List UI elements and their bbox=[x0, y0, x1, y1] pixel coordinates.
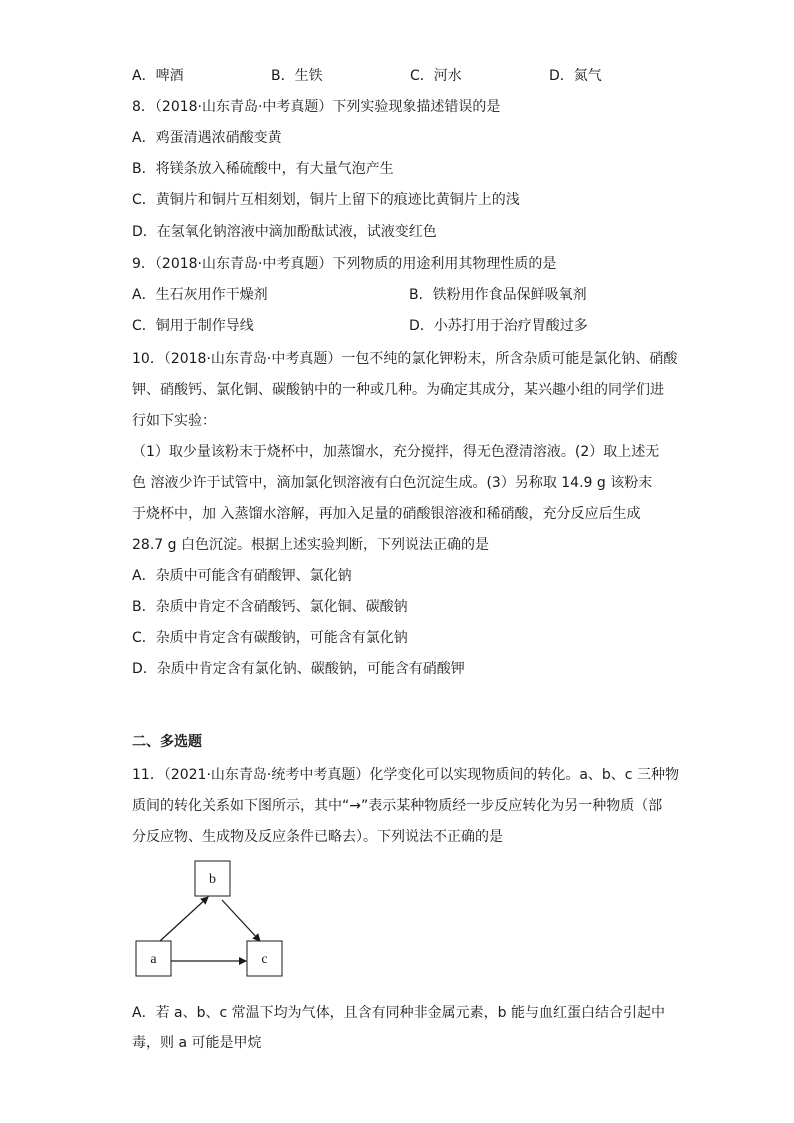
q10-stem-line-2: 钾、硝酸钙、氯化铜、碳酸钠中的一种或几种。为确定其成分，某兴趣小组的同学们进 bbox=[132, 382, 664, 398]
q10-stem-line-5: 色 溶液少许于试管中，滴加氯化钡溶液有白色沉淀生成。(3）另称取 14.9 g 该粉末 bbox=[132, 475, 653, 491]
q10-stem-line-1: 10．（2018·山东青岛·中考真题）一包不纯的氯化钾粉末，所含杂质可能是氯化钠、硝酸 bbox=[132, 351, 678, 367]
q9-option-a: A．生石灰用作干燥剂 bbox=[132, 287, 268, 303]
q10-stem-line-6: 于烧杯中，加 入蒸馏水溶解，再加入足量的硝酸银溶液和稀硝酸，充分反应后生成 bbox=[132, 506, 641, 522]
q10-option-d: D．杂质中肯定含有氯化钠、碳酸钠，可能含有硝酸钾 bbox=[132, 661, 465, 677]
q7-option-c: C．河水 bbox=[410, 68, 462, 84]
q11-stem-line-1: 11．（2021·山东青岛·统考中考真题）化学变化可以实现物质间的转化。a、b、c 三种物 bbox=[132, 767, 679, 783]
q9-stem: 9．（2018·山东青岛·中考真题）下列物质的用途利用其物理性质的是 bbox=[132, 256, 557, 272]
q7-option-b: B．生铁 bbox=[271, 68, 323, 84]
node-label-c: c bbox=[261, 952, 268, 967]
q10-stem-line-4: （1）取少量该粉末于烧杯中，加蒸馏水，充分搅拌，得无色澄清溶液。(2）取上述无 bbox=[132, 444, 660, 460]
arrow-b-to-c bbox=[222, 900, 260, 941]
q10-stem-line-3: 行如下实验： bbox=[132, 413, 216, 429]
q10-option-c: C．杂质中肯定含有碳酸钠，可能含有氯化钠 bbox=[132, 630, 408, 646]
q8-option-b: B．将镁条放入稀硫酸中，有大量气泡产生 bbox=[132, 161, 394, 177]
q8-option-a: A．鸡蛋清遇浓硝酸变黄 bbox=[132, 130, 282, 146]
q11-option-a-line-1: A．若 a、b、c 常温下均为气体，且含有同种非金属元素，b 能与血红蛋白结合引起中 bbox=[132, 1005, 665, 1021]
q8-stem: 8．（2018·山东青岛·中考真题）下列实验现象描述错误的是 bbox=[132, 99, 501, 115]
q11-stem-line-3: 分反应物、生成物及反应条件已略去）。下列说法不正确的是 bbox=[132, 829, 503, 845]
q9-option-d: D．小苏打用于治疗胃酸过多 bbox=[409, 318, 588, 334]
section-title-multiple-choice: 二、多选题 bbox=[132, 734, 202, 750]
q10-option-b: B．杂质中肯定不含硝酸钙、氯化铜、碳酸钠 bbox=[132, 599, 408, 615]
q7-option-a: A．啤酒 bbox=[132, 68, 184, 84]
q10-stem-line-7: 28.7 g 白色沉淀。根据上述实验判断，下列说法正确的是 bbox=[132, 537, 489, 553]
q8-option-d: D．在氢氧化钠溶液中滴加酚酞试液，试液变红色 bbox=[132, 224, 437, 240]
q7-option-d: D．氮气 bbox=[549, 68, 602, 84]
q9-option-c: C．铜用于制作导线 bbox=[132, 318, 254, 334]
q11-conversion-diagram bbox=[130, 855, 300, 985]
q11-stem-line-2: 质间的转化关系如下图所示，其中“→”表示某种物质经一步反应转化为另一种物质（部 bbox=[132, 798, 663, 814]
arrow-a-to-b bbox=[160, 897, 208, 941]
q8-option-c: C．黄铜片和铜片互相刻划，铜片上留下的痕迹比黄铜片上的浅 bbox=[132, 192, 520, 208]
q9-option-b: B．铁粉用作食品保鲜吸氧剂 bbox=[409, 287, 587, 303]
node-label-a: a bbox=[150, 952, 157, 967]
node-label-b: b bbox=[209, 872, 216, 887]
q10-option-a: A．杂质中可能含有硝酸钾、氯化钠 bbox=[132, 568, 352, 584]
q11-option-a-line-2: 毒，则 a 可能是甲烷 bbox=[132, 1035, 262, 1051]
